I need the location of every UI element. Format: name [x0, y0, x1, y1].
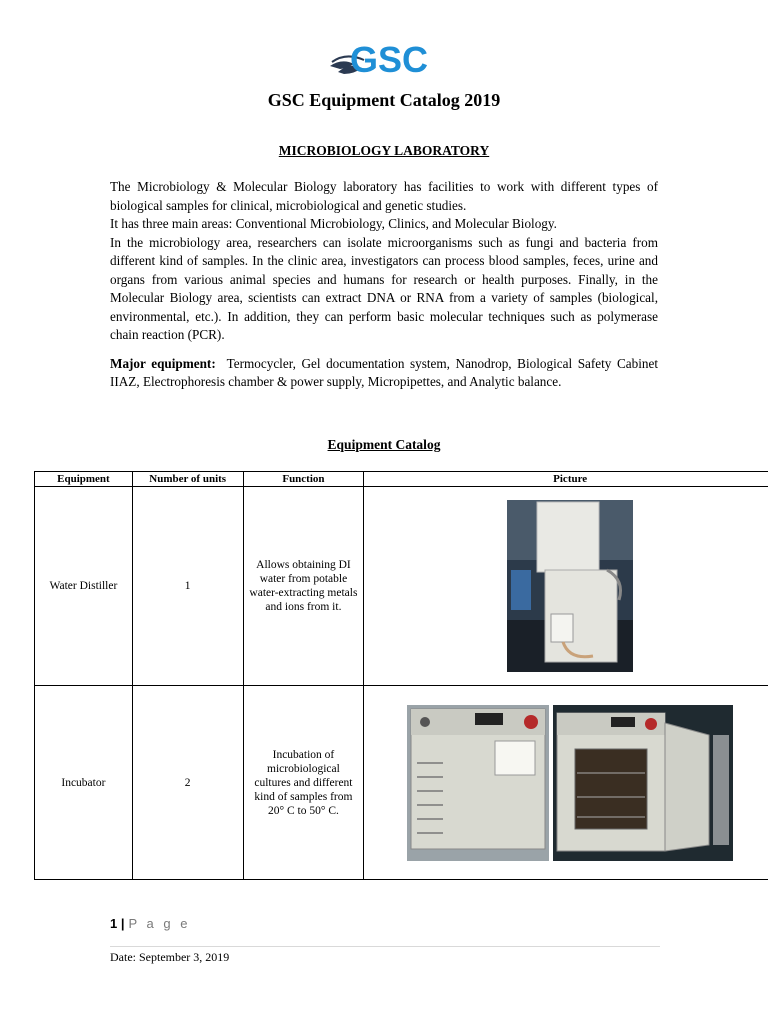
page-label: P a g e: [128, 916, 191, 931]
document-title: GSC Equipment Catalog 2019: [267, 90, 501, 110]
paragraph-details: In the microbiology area, researchers can isolate microorganisms such as fungi and bacteria from different kind of samples. In the clinic area, investigators can process blood samples, feces, urine and organs from various animal species and humans for research or health purposes. Finally, in the Molecular Biology area, scientists can extract DNA or RNA from a variety of samples (biological, environmental, etc.). In addition, they can perform basic molecular techniques such as polymerase chain reaction (PCR).: [110, 234, 658, 342]
unit-count: 2: [132, 686, 243, 880]
table-row: [35, 686, 768, 880]
major-equipment-paragraph: [110, 355, 658, 392]
equipment-name: Incubator: [35, 686, 133, 880]
equipment-name: Water Distiller: [35, 487, 133, 686]
water-distiller-image: [507, 500, 633, 672]
footer-date: Date: September 3, 2019: [110, 950, 230, 964]
page-number-value: 1: [110, 916, 118, 931]
column-header: Equipment: [35, 472, 133, 487]
table-row: [35, 487, 768, 686]
incubator-closed-image: [407, 705, 549, 861]
logo-text: GSC: [350, 39, 429, 80]
paragraph-intro: The Microbiology & Molecular Biology laboratory has facilities to work with different types of biological samples for clinical, microbiological and genetic studies.: [110, 179, 658, 213]
equipment-picture: [364, 487, 768, 686]
section-title: MICROBIOLOGY LABORATORY: [278, 143, 490, 158]
equipment-picture: [364, 686, 768, 880]
catalog-heading: Equipment Catalog: [327, 437, 441, 452]
page-number: 1 | P a g e: [110, 916, 191, 931]
unit-count: 1: [132, 487, 243, 686]
incubator-open-image: [553, 705, 733, 861]
table-header-row: [35, 472, 768, 487]
equipment-function: Allows obtaining DI water from potable water-extracting metals and ions from it.: [243, 487, 364, 686]
equipment-function: Incubation of microbiological cultures and different kind of samples from 20° C to 50° C.: [243, 686, 364, 880]
footer-divider: [110, 946, 660, 947]
column-header: Picture: [364, 472, 768, 487]
paragraph-areas: It has three main areas: Conventional Microbiology, Clinics, and Molecular Biology.: [110, 216, 557, 231]
gsc-logo: [328, 38, 443, 80]
column-header: Function: [243, 472, 364, 487]
equipment-table: [34, 471, 768, 880]
major-equipment-text: Termocycler, Gel documentation system, Nanodrop, Biological Safety Cabinet IIAZ, Electrophoresis chamber & power supply, Micropipettes, and Analytic balance.: [110, 355, 658, 389]
lab-description: [110, 178, 658, 392]
column-header: Number of units: [132, 472, 243, 487]
major-equipment-label: Major equipment:: [110, 355, 216, 371]
